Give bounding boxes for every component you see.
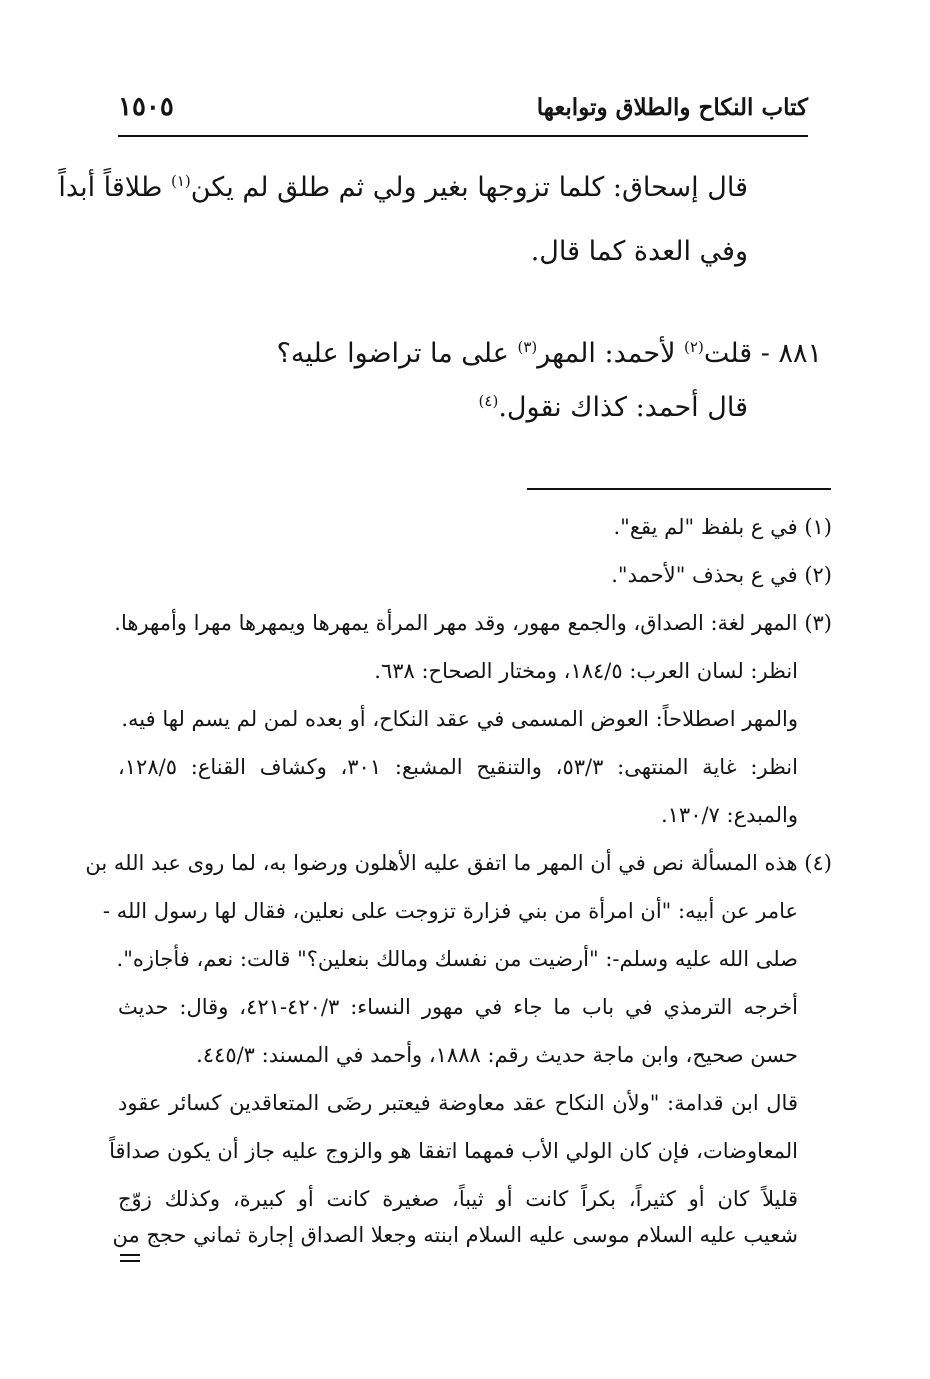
body-text: قال إسحاق: كلما تزوجها بغير ولي ثم طلق لم يكن xyxy=(190,172,748,203)
footnote-3-line-2: انظر: لسان العرب: ١٨٤/٥، ومختار الصحاح: ٦٣٨. xyxy=(374,659,798,683)
footnote-4-line-4: أخرجه الترمذي في باب ما جاء في مهور النساء: ٤٢٠/٣-٤٢١، وقال: حديث xyxy=(118,995,798,1019)
footnote-1: (١) في ع بلفظ "لم يقع". xyxy=(613,515,832,539)
footnote-ref-4: (٤) xyxy=(478,392,499,410)
answer-line xyxy=(479,388,748,428)
footnote-3-line-5: والمبدع: ١٣٠/٧. xyxy=(660,803,798,827)
chapter-title: كتاب النكاح والطلاق وتوابعها xyxy=(536,94,808,121)
footnote-ref-1: (١) xyxy=(171,172,191,190)
footnote-2: (٢) في ع بحذف "لأحمد". xyxy=(611,563,832,587)
footnote-4-line-1: (٤) هذه المسألة نص في أن المهر ما اتفق عليه الأهلون ورضوا به، لما روى عبد الله بن xyxy=(85,851,832,875)
footnote-3-line-1: (٣) المهر لغة: الصداق، والجمع مهور، وقد مهر المرأة يمهرها ويمهرها مهرا وأمهرها. xyxy=(114,611,832,635)
footnote-4-line-6: قال ابن قدامة: "ولأن النكاح عقد معاوضة فيعتبر رضَى المتعاقدين كسائر عقود xyxy=(118,1091,798,1115)
running-header xyxy=(118,92,808,132)
footnote-separator xyxy=(527,488,831,490)
footnote-ref-3: (٣) xyxy=(517,338,538,356)
header-rule xyxy=(118,135,808,137)
footnote-4-line-3: صلى الله عليه وسلم-: "أرضيت من نفسك ومالك بنعلين؟" قالت: نعم، فأجازه". xyxy=(116,947,798,971)
footnote-4-line-2: عامر عن أبيه: "أن امرأة من بني فزارة تزوجت على نعلين، فقال لها رسول الله - xyxy=(102,899,798,923)
footnote-3-line-4: انظر: غاية المنتهى: ٥٣/٣، والتنقيح المشبع: ٣٠١، وكشاف القناع: ١٢٨/٥، xyxy=(118,755,798,779)
body-text: طلاقاً أبداً xyxy=(58,172,171,203)
body-line-1 xyxy=(58,168,748,208)
question-number: ٨٨١ - xyxy=(752,338,822,369)
body-line-2: وفي العدة كما قال. xyxy=(530,236,748,267)
footnote-ref-2: (٢) xyxy=(684,338,704,356)
footnote-4-line-5: حسن صحيح، وابن ماجة حديث رقم: ١٨٨٨، وأحمد في المسند: ٤٤٥/٣. xyxy=(196,1043,798,1067)
body-text: قلت xyxy=(703,338,753,369)
body-text: على ما تراضوا عليه؟ xyxy=(276,338,518,369)
footnote-4-line-8: قليلاً كان أو كثيراً، بكراً كانت أو ثيباً، صغيرة كانت أو كبيرة، وكذلك زوّج xyxy=(118,1187,798,1211)
question-line xyxy=(277,334,822,374)
footnote-4-line-9: شعيب عليه السلام موسى عليه السلام ابنته وجعلا الصداق إجارة ثماني حجج من xyxy=(112,1223,798,1247)
body-text: قال أحمد: كذاك نقول. xyxy=(498,392,748,423)
footnote-4-line-7: المعاوضات، فإن كان الولي الأب فمهما اتفقا هو والزوج عليه جاز أن يكون صداقاً xyxy=(109,1139,798,1163)
body-text: لأحمد: المهر xyxy=(537,338,685,369)
continuation-mark xyxy=(120,1254,140,1264)
page-number: ١٥٠٥ xyxy=(118,92,174,122)
footnote-3-line-3: والمهر اصطلاحاً: العوض المسمى في عقد النكاح، أو بعده لمن لم يسم لها فيه. xyxy=(121,707,798,731)
